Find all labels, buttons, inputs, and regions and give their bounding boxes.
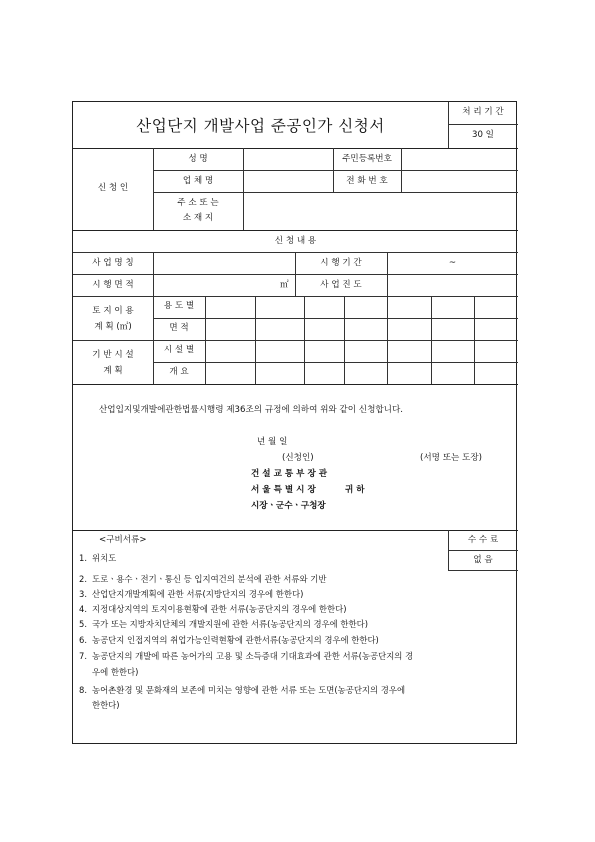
document-text: 산업단지개발계획에 관한 서류(지방단지의 경우에 한한다) bbox=[92, 589, 304, 599]
applicant-sign-label: (신청인) bbox=[282, 453, 314, 463]
grid-line bbox=[73, 384, 518, 385]
infra-label-line2: 계 획 bbox=[103, 366, 123, 376]
area-sub-label: 면 적 bbox=[169, 323, 189, 333]
land-use-label-line1: 토 지 이 용 bbox=[92, 306, 134, 316]
document-text: 우에 한한다) bbox=[92, 667, 139, 677]
grid-line bbox=[73, 296, 518, 297]
company-field[interactable] bbox=[244, 171, 332, 191]
document-item bbox=[79, 603, 511, 616]
application-form bbox=[72, 101, 517, 744]
facility-label: 시 설 별 bbox=[163, 345, 195, 355]
grid-line bbox=[474, 296, 475, 384]
document-number: 6. bbox=[79, 635, 87, 645]
grid-line bbox=[205, 296, 206, 384]
document-number: 1. bbox=[79, 553, 87, 563]
recipient-local-heads: 시장ㆍ군수ㆍ구청장 bbox=[251, 501, 326, 511]
grid-line bbox=[448, 550, 518, 551]
sign-or-seal-label: (서명 또는 도장) bbox=[420, 453, 482, 463]
content-header: 신 청 내 용 bbox=[274, 236, 317, 246]
applicant-label: 신 청 인 bbox=[97, 183, 129, 193]
period-label: 시 행 기 간 bbox=[320, 258, 362, 268]
grid-line bbox=[73, 230, 518, 231]
processing-divider bbox=[448, 124, 518, 125]
grid-line bbox=[73, 530, 518, 531]
document-item bbox=[79, 650, 511, 663]
recipient-honorific: 귀 하 bbox=[345, 485, 365, 495]
recipient-minister: 건 설 교 통 부 장 관 bbox=[251, 469, 328, 479]
overview-label: 개 요 bbox=[169, 367, 189, 377]
phone-field[interactable] bbox=[402, 171, 517, 191]
grid-line bbox=[448, 570, 518, 571]
document-item bbox=[79, 618, 511, 631]
name-label: 성 명 bbox=[188, 154, 208, 164]
progress-label: 사 업 진 도 bbox=[320, 280, 362, 290]
document-number: 4. bbox=[79, 604, 87, 614]
document-item bbox=[79, 684, 511, 697]
grid-line bbox=[255, 296, 256, 384]
address-label-line2: 소 재 지 bbox=[182, 213, 214, 223]
address-field[interactable] bbox=[244, 193, 517, 229]
document-item-continuation bbox=[92, 666, 524, 679]
document-text: 국가 또는 지방자치단체의 개발지원에 관한 서류(농공단지의 경우에 한한다) bbox=[92, 619, 368, 629]
processing-period-value: 30 일 bbox=[472, 130, 494, 140]
document-item bbox=[79, 634, 511, 647]
name-field[interactable] bbox=[244, 149, 332, 169]
grid-line bbox=[153, 318, 518, 319]
document-text: 도로ㆍ용수ㆍ전기ㆍ통신 등 입지여건의 분석에 관한 서류와 기반 bbox=[92, 574, 327, 584]
grid-line bbox=[304, 296, 305, 384]
grid-line bbox=[153, 362, 518, 363]
grid-line bbox=[387, 296, 388, 384]
document-number: 3. bbox=[79, 589, 87, 599]
processing-period-label: 처 리 기 간 bbox=[462, 107, 504, 117]
address-label-line1: 주 소 또 는 bbox=[177, 198, 219, 208]
rrn-label: 주민등록번호 bbox=[342, 154, 392, 164]
document-item bbox=[79, 552, 511, 565]
document-item bbox=[79, 588, 511, 601]
document-item bbox=[79, 573, 511, 586]
area-label: 시 행 면 적 bbox=[92, 280, 134, 290]
recipient-seoul-mayor: 서 울 특 별 시 장 bbox=[251, 485, 316, 495]
docs-header: <구비서류> bbox=[99, 535, 147, 545]
progress-field[interactable] bbox=[388, 275, 517, 295]
date-line: 년 월 일 bbox=[257, 437, 288, 447]
use-label: 용 도 별 bbox=[163, 301, 195, 311]
period-tilde: ~ bbox=[448, 258, 457, 268]
phone-label: 전 화 번 호 bbox=[346, 176, 388, 186]
rrn-field[interactable] bbox=[402, 149, 517, 169]
document-number: 5. bbox=[79, 619, 87, 629]
project-name-field[interactable] bbox=[154, 253, 294, 273]
document-text: 농어촌환경 및 문화재의 보존에 미치는 영향에 관한 서류 또는 도면(농공단지의 경우에 bbox=[92, 685, 406, 695]
document-number: 2. bbox=[79, 574, 87, 584]
form-title: 산업단지 개발사업 준공인가 신청서 bbox=[136, 117, 385, 135]
project-name-label: 사 업 명 칭 bbox=[92, 258, 134, 268]
document-text: 한한다) bbox=[92, 700, 120, 710]
document-text: 위치도 bbox=[92, 553, 117, 563]
document-item-continuation bbox=[92, 699, 524, 712]
document-number: 7. bbox=[79, 651, 87, 661]
land-use-label-line2: 계 획 (㎡) bbox=[94, 322, 132, 332]
fee-value: 없 음 bbox=[473, 555, 493, 565]
document-text: 지정대상지역의 토지이용현황에 관한 서류(농공단지의 경우에 한한다) bbox=[92, 604, 347, 614]
document-number: 8. bbox=[79, 685, 87, 695]
statement-text: 산업입지및개발에관한법률시행령 제36조의 규정에 의하여 위와 같이 신청합니다. bbox=[99, 405, 404, 415]
document-text: 농공단지 인접지역의 취업가능인력현황에 관한서류(농공단지의 경우에 한한다) bbox=[92, 635, 379, 645]
grid-line bbox=[431, 296, 432, 384]
fee-label: 수 수 료 bbox=[467, 535, 499, 545]
area-unit: ㎡ bbox=[280, 280, 289, 290]
grid-line bbox=[344, 296, 345, 384]
document-text: 농공단지의 개발에 따른 농어가의 고용 및 소득증대 기대효과에 관한 서류(농공단지의 경 bbox=[92, 651, 414, 661]
company-label: 업 체 명 bbox=[182, 176, 214, 186]
infra-label-line1: 기 반 시 설 bbox=[92, 350, 134, 360]
grid-line bbox=[73, 340, 518, 341]
